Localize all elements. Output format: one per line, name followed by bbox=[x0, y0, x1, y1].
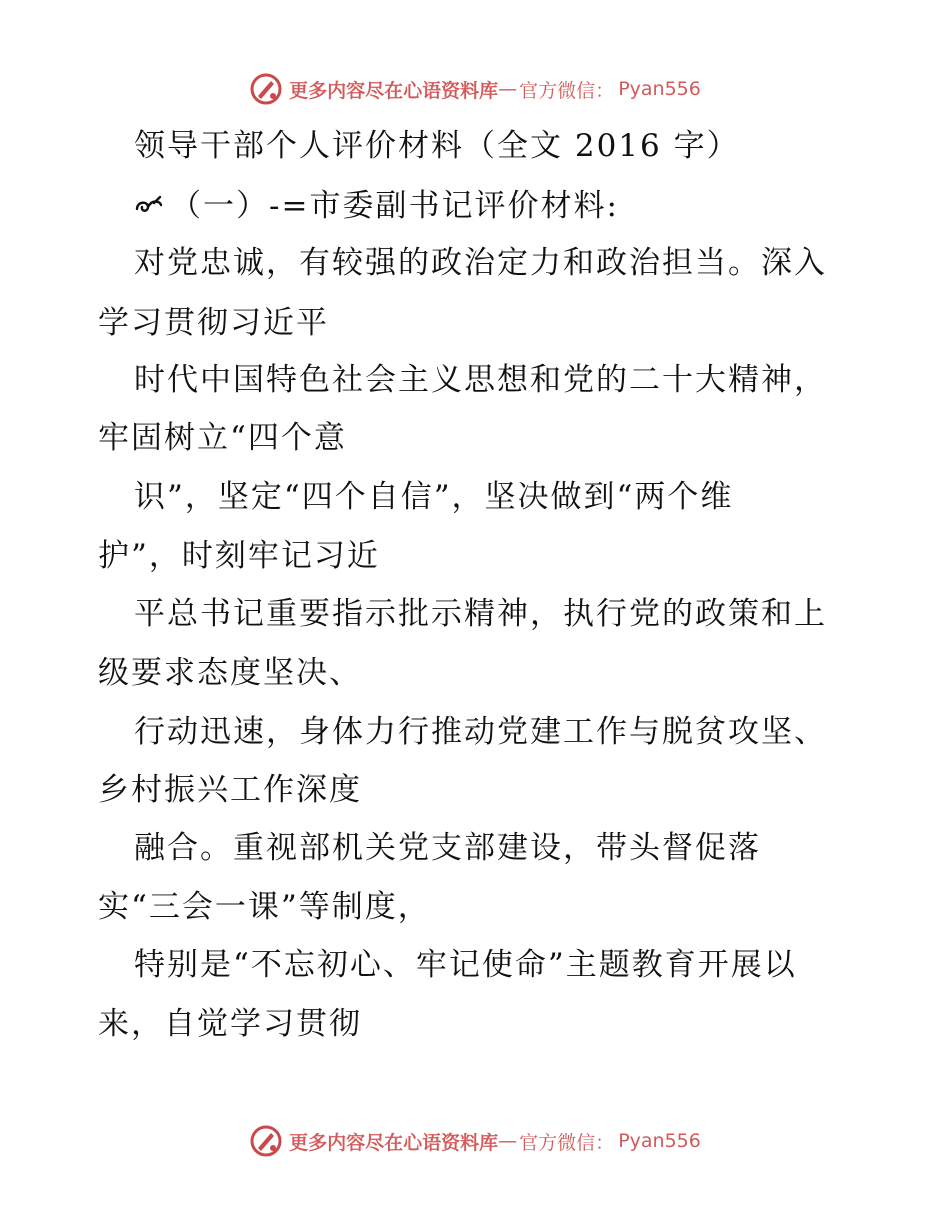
banner-main-text: 更多内容尽在心语资料库 bbox=[289, 1131, 499, 1154]
body-line: 级要求态度坚决、 bbox=[98, 655, 362, 691]
header-banner bbox=[0, 72, 950, 106]
banner-wechat-label: 官方微信： bbox=[519, 79, 615, 102]
banner-wechat-id: Pyan556 bbox=[618, 78, 701, 100]
banner-wechat-label: 官方微信： bbox=[519, 1131, 615, 1154]
banner-dash: — bbox=[498, 1130, 518, 1152]
body-line: 识”，坚定“四个自信”，坚决做到“两个维 bbox=[134, 479, 734, 515]
body-line: 行动迅速，身体力行推动党建工作与脱贫攻坚、 bbox=[134, 714, 827, 750]
body-line: 牢固树立“四个意 bbox=[98, 420, 347, 456]
logo-icon bbox=[249, 72, 283, 106]
banner-dash: — bbox=[498, 78, 518, 100]
banner-wechat-id: Pyan556 bbox=[618, 1130, 701, 1152]
body-line: 对党忠诚，有较强的政治定力和政治担当。深入 bbox=[134, 245, 827, 281]
logo-icon bbox=[249, 1124, 283, 1158]
body-line: 平总书记重要指示批示精神，执行党的政策和上 bbox=[134, 596, 827, 632]
body-line: 特别是“不忘初心、牢记使命”主题教育开展以 bbox=[134, 947, 797, 983]
body-line: 融合。重视部机关党支部建设，带头督促落 bbox=[134, 830, 761, 866]
body-line: 实“三会一课”等制度， bbox=[98, 889, 431, 925]
body-line: 时代中国特色社会主义思想和党的二十大精神， bbox=[134, 362, 827, 398]
body-line: 学习贯彻习近平 bbox=[98, 305, 329, 341]
section-heading-row bbox=[134, 186, 619, 226]
footer-banner bbox=[0, 1124, 950, 1158]
banner-main-text: 更多内容尽在心语资料库 bbox=[289, 79, 499, 102]
body-line: 来，自觉学习贯彻 bbox=[98, 1006, 362, 1042]
document-title: 领导干部个人评价材料（全文 2016 字） bbox=[134, 128, 740, 164]
body-line: 护”，时刻牢记习近 bbox=[98, 538, 380, 574]
body-line: 乡村振兴工作深度 bbox=[98, 772, 362, 808]
section-heading: （一）-=市委副书记评价材料: bbox=[170, 188, 619, 224]
decorative-ornament-icon bbox=[134, 195, 164, 217]
